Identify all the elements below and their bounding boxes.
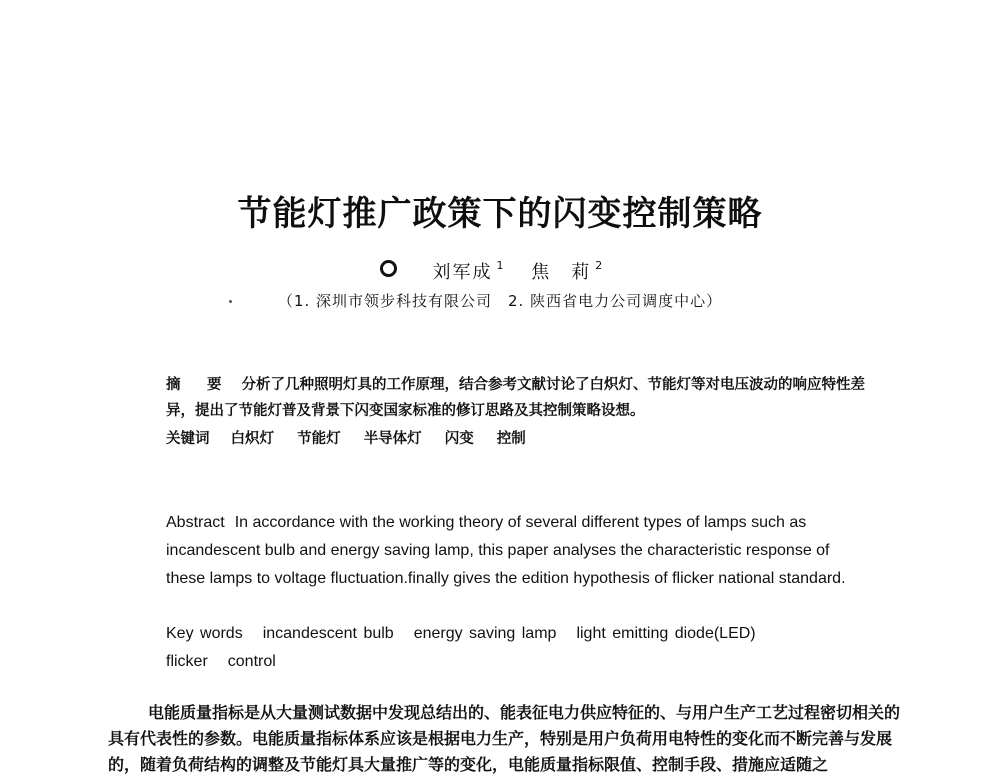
author-affiliation-mark: 1 [496,259,504,272]
keyword-cn: 闪变 [444,431,474,447]
keyword-en: incandescent bulb [262,625,394,642]
affiliation-2: 2. 陕西省电力公司调度中心 [508,292,707,310]
author-line [0,258,1000,284]
keyword-cn: 控制 [496,431,526,447]
affiliation-open-paren: （ [277,292,294,310]
affiliation-1: 1. 深圳市领步科技有限公司 [293,292,492,310]
author-circle-icon [380,260,397,277]
abstract-cn [166,372,866,424]
keyword-cn: 半导体灯 [363,431,422,447]
abstract-cn-label: 摘 要 [166,377,228,393]
keyword-en: flicker [166,653,208,670]
keyword-cn: 节能灯 [297,431,341,447]
keywords-cn-label: 关键词 [166,431,210,447]
abstract-en [166,509,856,593]
affiliation-close-paren: ） [706,292,723,310]
keyword-cn: 白炽灯 [230,431,275,447]
keyword-en: light emitting diode(LED) [576,625,756,642]
abstract-en-text: In accordance with the working theory of several different types of lamps such as incandescent bulb and energy saving lamp, this paper analyses the characteristic response of these lamps to voltage fluctuation.finally gives the edition hypothesis of flicker national standard. [166,514,846,587]
keyword-en: control [227,653,276,670]
author-name: 刘军成 [432,262,493,283]
body-text [108,700,908,778]
keyword-en: energy saving lamp [413,625,557,642]
affiliation-line [0,290,1000,311]
keywords-en [166,620,856,676]
body-paragraph: 电能质量指标是从大量测试数据中发现总结出的、能表征电力供应特征的、与用户生产工艺过程密切相关的具有代表性的参数。电能质量指标体系应该是根据电力生产，特别是用户负荷用电特性的变化而不断完善与发展的，随着负荷结构的调整及节能灯具大量推广等的变化，电能质量指标限值、控制手段、措施应适随之 [108,703,901,774]
author-affiliation-mark: 2 [595,259,603,272]
abstract-en-label: Abstract [166,514,225,531]
keywords-cn [166,427,866,448]
keywords-en-label: Key words [166,625,243,642]
abstract-cn-text: 分析了几种照明灯具的工作原理，结合参考文献讨论了白炽灯、节能灯等对电压波动的响应特性差异，提出了节能灯普及背景下闪变国家标准的修订思路及其控制策略设想。 [166,377,865,419]
author-name: 焦 莉 [531,262,592,283]
paper-title: 节能灯推广政策下的闪变控制策略 [237,194,763,234]
